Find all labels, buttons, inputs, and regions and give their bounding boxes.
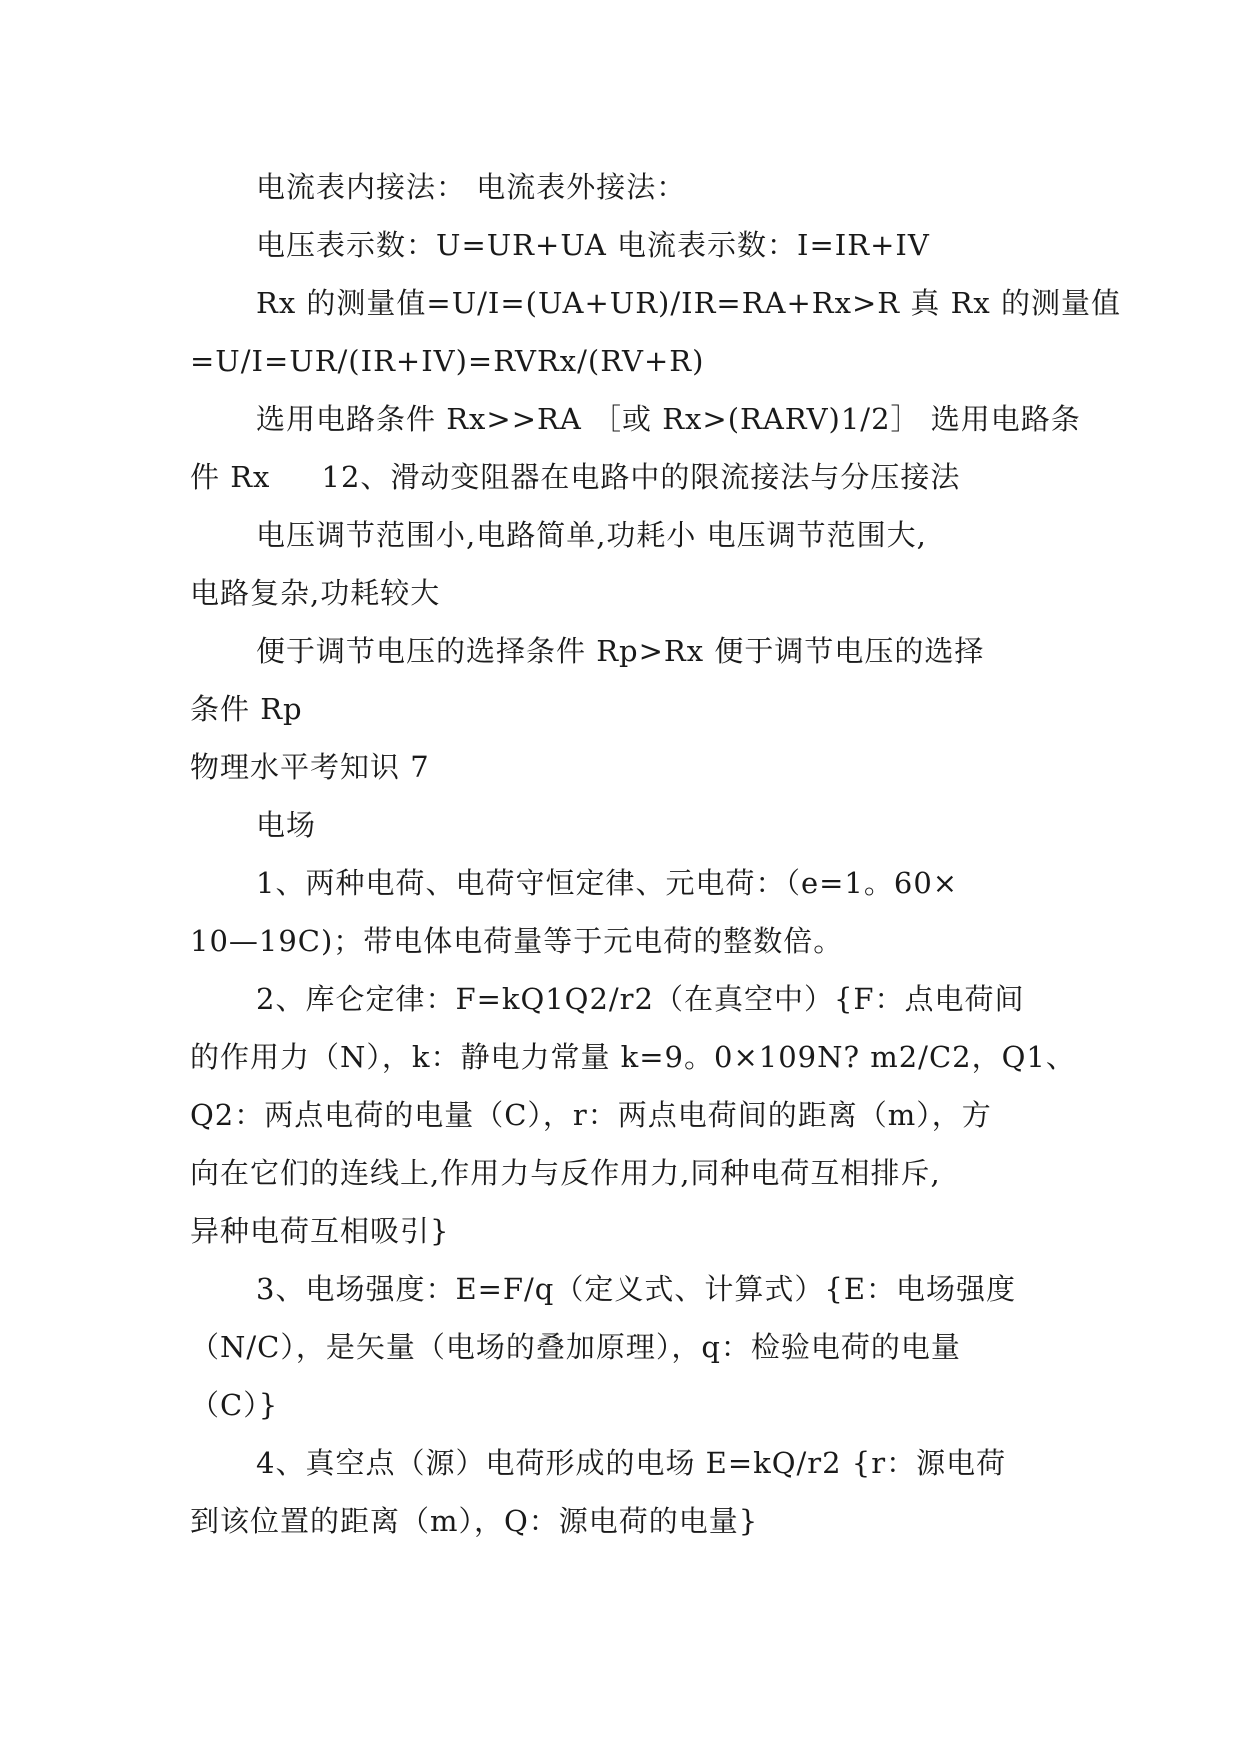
text-line: 电压表示数：U=UR+UA 电流表示数：I=IR+IV — [256, 228, 930, 262]
text-line: 到该位置的距离（m），Q：源电荷的电量} — [190, 1504, 759, 1538]
text-line: 2、库仑定律：F=kQ1Q2/r2（在真空中）{F：点电荷间 — [256, 982, 1025, 1016]
paragraph-item-4 — [190, 1434, 1050, 1550]
document-body — [190, 158, 1121, 1550]
text-line: 条件 Rp — [190, 692, 303, 726]
section-heading — [190, 738, 1050, 796]
paragraph-rx-measurement — [190, 274, 1121, 390]
paragraph-item-1 — [190, 854, 1050, 970]
text-line: 件 Rx 12、滑动变阻器在电路中的限流接法与分压接法 — [190, 460, 961, 494]
section-title: 物理水平考知识 7 — [190, 750, 430, 784]
text-line: =U/I=UR/(IR+IV)=RVRx/(RV+R) — [190, 344, 705, 378]
paragraph-circuit-conditions — [190, 390, 1081, 506]
text-line: 向在它们的连线上,作用力与反作用力,同种电荷互相排斥, — [190, 1156, 941, 1190]
text-line: 电场 — [256, 808, 317, 842]
text-line: 3、电场强度：E=F/q（定义式、计算式）{E：电场强度 — [256, 1272, 1016, 1306]
paragraph-ammeter-connection — [190, 158, 1050, 216]
text-line: 电压调节范围小,电路简单,功耗小 电压调节范围大, — [256, 518, 927, 552]
paragraph-voltage-range — [190, 506, 1050, 622]
paragraph-item-2 — [190, 970, 1076, 1260]
text-line: 电流表内接法： 电流表外接法： — [256, 170, 687, 204]
subsection-title-electric-field — [190, 796, 1050, 854]
paragraph-meter-readings — [190, 216, 1050, 274]
text-line: Q2：两点电荷的电量（C），r：两点电荷间的距离（m），方 — [190, 1098, 992, 1132]
paragraph-selection-conditions — [190, 622, 1050, 738]
text-line: 4、真空点（源）电荷形成的电场 E=kQ/r2 {r：源电荷 — [256, 1446, 1007, 1480]
text-line: 便于调节电压的选择条件 Rp>Rx 便于调节电压的选择 — [256, 634, 985, 668]
text-line: 选用电路条件 Rx>>RA ［或 Rx>(RARV)1/2］ 选用电路条 — [256, 402, 1081, 436]
text-line: 10—19C)；带电体电荷量等于元电荷的整数倍。 — [190, 924, 844, 958]
text-line: 的作用力（N），k：静电力常量 k=9。0×109N? m2/C2，Q1、 — [190, 1040, 1076, 1074]
text-line: （N/C），是矢量（电场的叠加原理），q：检验电荷的电量 — [190, 1330, 961, 1364]
text-line: Rx 的测量值=U/I=(UA+UR)/IR=RA+Rx>R 真 Rx 的测量值 — [256, 286, 1121, 320]
paragraph-item-3 — [190, 1260, 1050, 1434]
text-line: 1、两种电荷、电荷守恒定律、元电荷：（e=1。60× — [256, 866, 959, 900]
text-line: （C）} — [190, 1388, 279, 1422]
text-line: 异种电荷互相吸引} — [190, 1214, 450, 1248]
text-line: 电路复杂,功耗较大 — [190, 576, 441, 610]
